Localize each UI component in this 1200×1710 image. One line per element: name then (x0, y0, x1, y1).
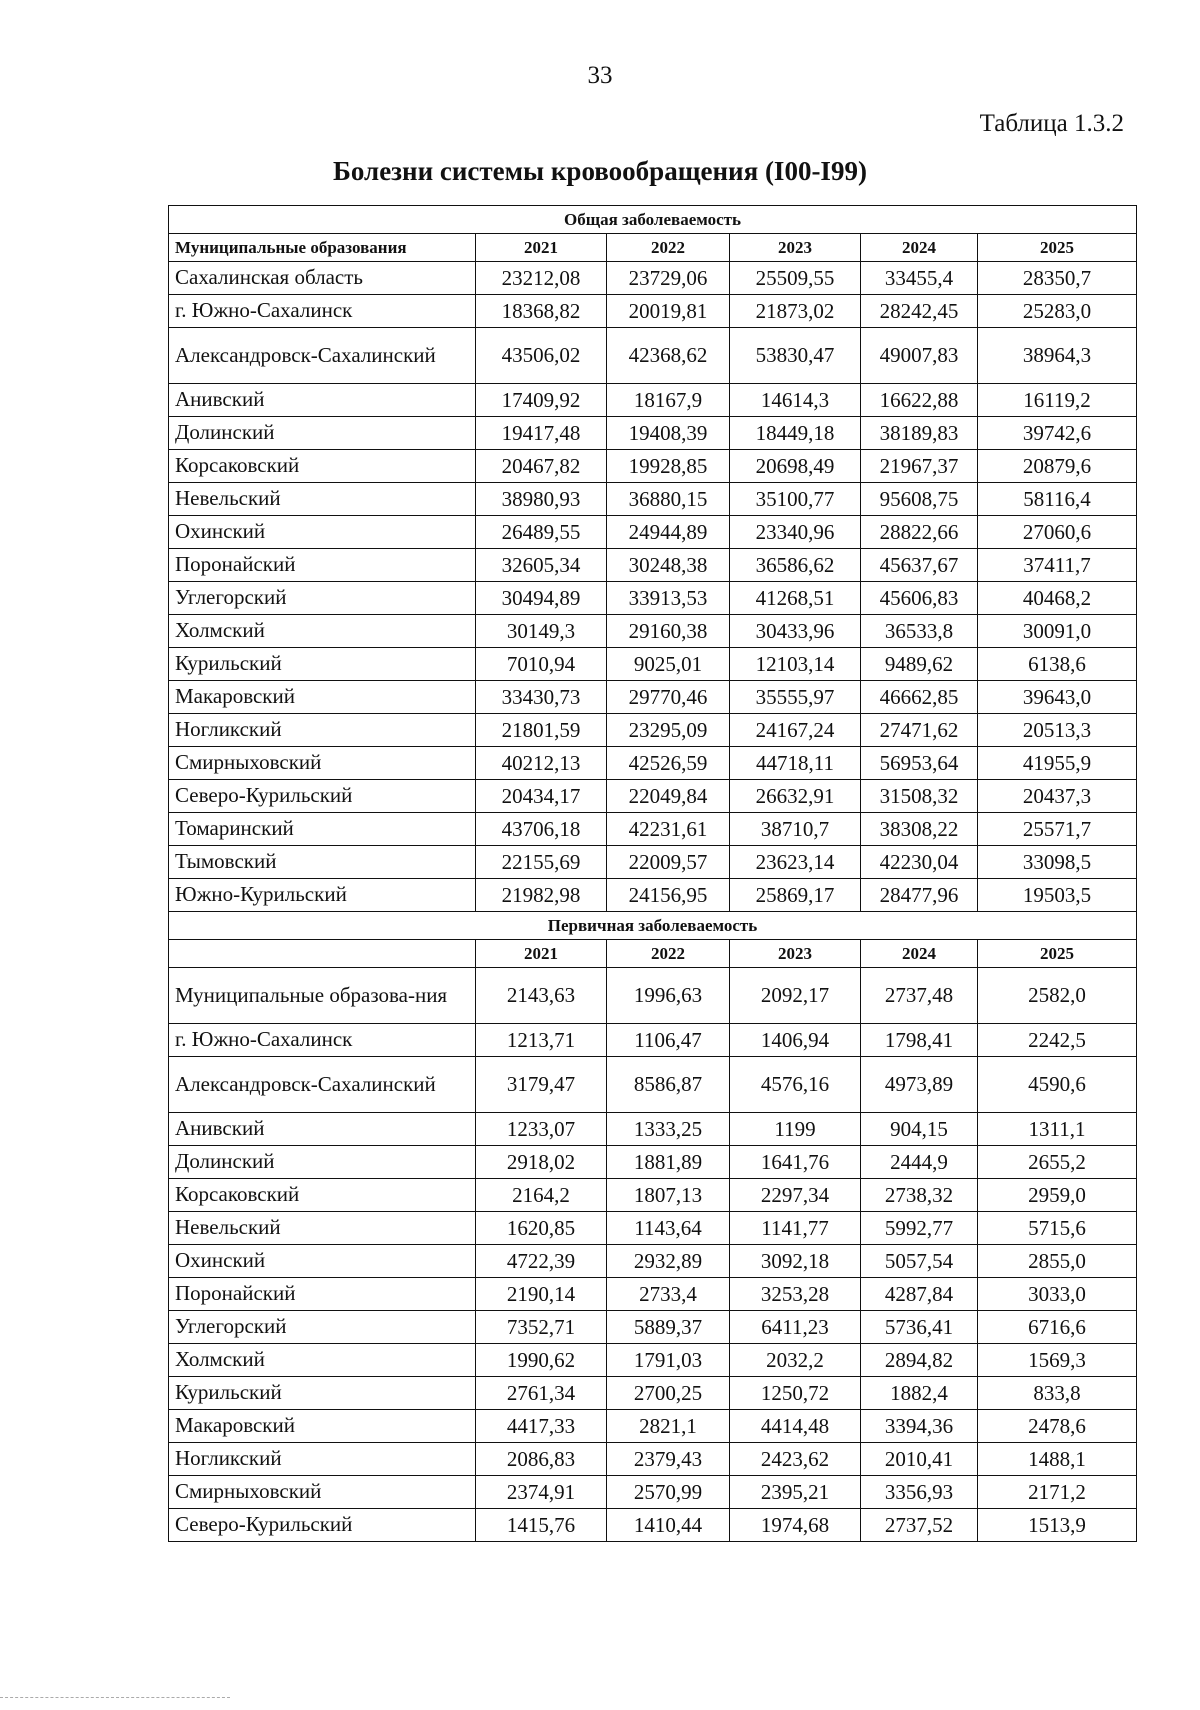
value-cell: 24167,24 (730, 714, 861, 747)
value-cell: 28350,7 (978, 262, 1137, 295)
value-cell: 1333,25 (607, 1113, 730, 1146)
value-cell: 6411,23 (730, 1311, 861, 1344)
value-cell: 28242,45 (861, 295, 978, 328)
value-cell: 2092,17 (730, 968, 861, 1024)
municipality-name: Холмский (169, 1344, 476, 1377)
table-row (169, 262, 1137, 295)
value-cell: 19417,48 (476, 417, 607, 450)
value-cell: 33098,5 (978, 846, 1137, 879)
value-cell: 38980,93 (476, 483, 607, 516)
table-row (169, 968, 1137, 1024)
value-cell: 42230,04 (861, 846, 978, 879)
municipality-name: Макаровский (169, 681, 476, 714)
table-row (169, 483, 1137, 516)
value-cell: 21982,98 (476, 879, 607, 912)
value-cell: 23623,14 (730, 846, 861, 879)
value-cell: 38308,22 (861, 813, 978, 846)
value-cell: 49007,83 (861, 328, 978, 384)
value-cell: 37411,7 (978, 549, 1137, 582)
value-cell: 3253,28 (730, 1278, 861, 1311)
value-cell: 18449,18 (730, 417, 861, 450)
value-cell: 38710,7 (730, 813, 861, 846)
header-municipality: Муниципальные образования (169, 234, 476, 262)
value-cell: 22155,69 (476, 846, 607, 879)
municipality-name: Корсаковский (169, 1179, 476, 1212)
header-year: 2025 (978, 940, 1137, 968)
value-cell: 25283,0 (978, 295, 1137, 328)
value-cell: 1141,77 (730, 1212, 861, 1245)
value-cell: 32605,34 (476, 549, 607, 582)
value-cell: 1882,4 (861, 1377, 978, 1410)
value-cell: 2570,99 (607, 1476, 730, 1509)
table-row (169, 549, 1137, 582)
value-cell: 53830,47 (730, 328, 861, 384)
value-cell: 1106,47 (607, 1024, 730, 1057)
table-row (169, 681, 1137, 714)
value-cell: 1488,1 (978, 1443, 1137, 1476)
municipality-name: Невельский (169, 483, 476, 516)
value-cell: 23340,96 (730, 516, 861, 549)
value-cell: 23295,09 (607, 714, 730, 747)
header-year: 2024 (861, 234, 978, 262)
table-row (169, 582, 1137, 615)
value-cell: 36586,62 (730, 549, 861, 582)
value-cell: 2582,0 (978, 968, 1137, 1024)
value-cell: 2700,25 (607, 1377, 730, 1410)
value-cell: 21967,37 (861, 450, 978, 483)
value-cell: 4414,48 (730, 1410, 861, 1443)
municipality-name: Смирныховский (169, 1476, 476, 1509)
section-caption: Общая заболеваемость (169, 206, 1137, 234)
value-cell: 56953,64 (861, 747, 978, 780)
table-row (169, 1443, 1137, 1476)
municipality-name: г. Южно-Сахалинск (169, 1024, 476, 1057)
header-row (169, 234, 1137, 262)
value-cell: 25571,7 (978, 813, 1137, 846)
value-cell: 25509,55 (730, 262, 861, 295)
header-year: 2024 (861, 940, 978, 968)
value-cell: 43506,02 (476, 328, 607, 384)
value-cell: 20698,49 (730, 450, 861, 483)
value-cell: 36880,15 (607, 483, 730, 516)
value-cell: 2395,21 (730, 1476, 861, 1509)
value-cell: 30494,89 (476, 582, 607, 615)
section-caption-row (169, 912, 1137, 940)
value-cell: 2655,2 (978, 1146, 1137, 1179)
value-cell: 20434,17 (476, 780, 607, 813)
municipality-name: Поронайский (169, 1278, 476, 1311)
value-cell: 1990,62 (476, 1344, 607, 1377)
table-label: Таблица 1.3.2 (979, 110, 1124, 137)
header-year: 2023 (730, 234, 861, 262)
value-cell: 2855,0 (978, 1245, 1137, 1278)
value-cell: 1250,72 (730, 1377, 861, 1410)
value-cell: 5736,41 (861, 1311, 978, 1344)
value-cell: 31508,32 (861, 780, 978, 813)
value-cell: 1641,76 (730, 1146, 861, 1179)
value-cell: 22009,57 (607, 846, 730, 879)
value-cell: 1569,3 (978, 1344, 1137, 1377)
value-cell: 16622,88 (861, 384, 978, 417)
value-cell: 3092,18 (730, 1245, 861, 1278)
value-cell: 2297,34 (730, 1179, 861, 1212)
municipality-name: Северо-Курильский (169, 1509, 476, 1542)
value-cell: 1143,64 (607, 1212, 730, 1245)
value-cell: 4973,89 (861, 1057, 978, 1113)
value-cell: 17409,92 (476, 384, 607, 417)
value-cell: 2894,82 (861, 1344, 978, 1377)
value-cell: 6138,6 (978, 648, 1137, 681)
value-cell: 833,8 (978, 1377, 1137, 1410)
value-cell: 9025,01 (607, 648, 730, 681)
value-cell: 23212,08 (476, 262, 607, 295)
value-cell: 1410,44 (607, 1509, 730, 1542)
value-cell: 39643,0 (978, 681, 1137, 714)
value-cell: 45606,83 (861, 582, 978, 615)
value-cell: 33455,4 (861, 262, 978, 295)
table-row (169, 714, 1137, 747)
table-row (169, 813, 1137, 846)
page-number: 33 (587, 62, 613, 89)
value-cell: 39742,6 (978, 417, 1137, 450)
table-row (169, 1146, 1137, 1179)
table-row (169, 1113, 1137, 1146)
value-cell: 24156,95 (607, 879, 730, 912)
municipality-name: Долинский (169, 1146, 476, 1179)
value-cell: 18368,82 (476, 295, 607, 328)
value-cell: 19503,5 (978, 879, 1137, 912)
municipality-name: Анивский (169, 1113, 476, 1146)
table-row (169, 1311, 1137, 1344)
value-cell: 20467,82 (476, 450, 607, 483)
value-cell: 4576,16 (730, 1057, 861, 1113)
value-cell: 2733,4 (607, 1278, 730, 1311)
table-row (169, 1024, 1137, 1057)
value-cell: 5057,54 (861, 1245, 978, 1278)
municipality-name: Сахалинская область (169, 262, 476, 295)
value-cell: 2932,89 (607, 1245, 730, 1278)
value-cell: 3179,47 (476, 1057, 607, 1113)
value-cell: 2032,2 (730, 1344, 861, 1377)
header-municipality (169, 940, 476, 968)
value-cell: 2143,63 (476, 968, 607, 1024)
value-cell: 20437,3 (978, 780, 1137, 813)
value-cell: 22049,84 (607, 780, 730, 813)
value-cell: 1213,71 (476, 1024, 607, 1057)
municipality-name: Александровск-Сахалинский (169, 1057, 476, 1113)
value-cell: 30149,3 (476, 615, 607, 648)
table-row (169, 295, 1137, 328)
section-caption: Первичная заболеваемость (169, 912, 1137, 940)
value-cell: 41268,51 (730, 582, 861, 615)
table-row (169, 1212, 1137, 1245)
value-cell: 27471,62 (861, 714, 978, 747)
municipality-name: Северо-Курильский (169, 780, 476, 813)
value-cell: 2959,0 (978, 1179, 1137, 1212)
value-cell: 2918,02 (476, 1146, 607, 1179)
header-year: 2021 (476, 940, 607, 968)
value-cell: 1513,9 (978, 1509, 1137, 1542)
value-cell: 16119,2 (978, 384, 1137, 417)
value-cell: 14614,3 (730, 384, 861, 417)
municipality-name: Курильский (169, 1377, 476, 1410)
value-cell: 35555,97 (730, 681, 861, 714)
value-cell: 2379,43 (607, 1443, 730, 1476)
table-row (169, 1057, 1137, 1113)
municipality-name: Анивский (169, 384, 476, 417)
value-cell: 18167,9 (607, 384, 730, 417)
table-row (169, 1344, 1137, 1377)
value-cell: 58116,4 (978, 483, 1137, 516)
municipality-name: Холмский (169, 615, 476, 648)
municipality-name: Тымовский (169, 846, 476, 879)
header-year: 2022 (607, 234, 730, 262)
table-body (169, 206, 1137, 1542)
document-title: Болезни системы кровообращения (I00-I99) (333, 156, 867, 186)
value-cell: 2738,32 (861, 1179, 978, 1212)
value-cell: 30248,38 (607, 549, 730, 582)
scan-artifact-line (0, 1697, 230, 1698)
value-cell: 2821,1 (607, 1410, 730, 1443)
value-cell: 5992,77 (861, 1212, 978, 1245)
table-row (169, 516, 1137, 549)
value-cell: 5715,6 (978, 1212, 1137, 1245)
table-row (169, 1245, 1137, 1278)
table-row (169, 417, 1137, 450)
value-cell: 20019,81 (607, 295, 730, 328)
value-cell: 23729,06 (607, 262, 730, 295)
municipality-name: Поронайский (169, 549, 476, 582)
municipality-name: Южно-Курильский (169, 879, 476, 912)
value-cell: 6716,6 (978, 1311, 1137, 1344)
municipality-name: Охинский (169, 1245, 476, 1278)
value-cell: 45637,67 (861, 549, 978, 582)
value-cell: 20513,3 (978, 714, 1137, 747)
value-cell: 20879,6 (978, 450, 1137, 483)
value-cell: 4722,39 (476, 1245, 607, 1278)
value-cell: 40468,2 (978, 582, 1137, 615)
value-cell: 38964,3 (978, 328, 1137, 384)
section-caption-row (169, 206, 1137, 234)
value-cell: 1311,1 (978, 1113, 1137, 1146)
value-cell: 30091,0 (978, 615, 1137, 648)
table-row (169, 328, 1137, 384)
value-cell: 95608,75 (861, 483, 978, 516)
value-cell: 42231,61 (607, 813, 730, 846)
table-row (169, 1278, 1137, 1311)
value-cell: 1791,03 (607, 1344, 730, 1377)
value-cell: 25869,17 (730, 879, 861, 912)
value-cell: 1881,89 (607, 1146, 730, 1179)
table-row (169, 615, 1137, 648)
value-cell: 42368,62 (607, 328, 730, 384)
value-cell: 3394,36 (861, 1410, 978, 1443)
value-cell: 35100,77 (730, 483, 861, 516)
value-cell: 2164,2 (476, 1179, 607, 1212)
municipality-name: Александровск-Сахалинский (169, 328, 476, 384)
table-row (169, 747, 1137, 780)
municipality-name: Охинский (169, 516, 476, 549)
header-year: 2022 (607, 940, 730, 968)
value-cell: 26632,91 (730, 780, 861, 813)
table-row (169, 648, 1137, 681)
table-row (169, 384, 1137, 417)
value-cell: 29160,38 (607, 615, 730, 648)
value-cell: 1996,63 (607, 968, 730, 1024)
value-cell: 2171,2 (978, 1476, 1137, 1509)
value-cell: 29770,46 (607, 681, 730, 714)
value-cell: 1974,68 (730, 1509, 861, 1542)
header-row (169, 940, 1137, 968)
value-cell: 44718,11 (730, 747, 861, 780)
value-cell: 30433,96 (730, 615, 861, 648)
value-cell: 7010,94 (476, 648, 607, 681)
value-cell: 46662,85 (861, 681, 978, 714)
value-cell: 12103,14 (730, 648, 861, 681)
value-cell: 33913,53 (607, 582, 730, 615)
value-cell: 9489,62 (861, 648, 978, 681)
value-cell: 1415,76 (476, 1509, 607, 1542)
value-cell: 27060,6 (978, 516, 1137, 549)
municipality-name: Томаринский (169, 813, 476, 846)
municipality-name: Углегорский (169, 582, 476, 615)
table-row (169, 846, 1137, 879)
value-cell: 28822,66 (861, 516, 978, 549)
value-cell: 904,15 (861, 1113, 978, 1146)
municipality-name: Муниципальные образова-ния (169, 968, 476, 1024)
municipality-name: Ногликский (169, 714, 476, 747)
morbidity-table (168, 205, 1137, 1542)
table-row (169, 1179, 1137, 1212)
table-row (169, 879, 1137, 912)
value-cell: 2737,48 (861, 968, 978, 1024)
table-row (169, 450, 1137, 483)
municipality-name: Долинский (169, 417, 476, 450)
value-cell: 36533,8 (861, 615, 978, 648)
value-cell: 2761,34 (476, 1377, 607, 1410)
header-year: 2023 (730, 940, 861, 968)
value-cell: 24944,89 (607, 516, 730, 549)
value-cell: 2374,91 (476, 1476, 607, 1509)
municipality-name: Курильский (169, 648, 476, 681)
value-cell: 1798,41 (861, 1024, 978, 1057)
value-cell: 2423,62 (730, 1443, 861, 1476)
table-row (169, 1377, 1137, 1410)
value-cell: 42526,59 (607, 747, 730, 780)
municipality-name: Смирныховский (169, 747, 476, 780)
value-cell: 21873,02 (730, 295, 861, 328)
value-cell: 33430,73 (476, 681, 607, 714)
table-row (169, 1509, 1137, 1542)
value-cell: 4287,84 (861, 1278, 978, 1311)
value-cell: 19928,85 (607, 450, 730, 483)
value-cell: 3033,0 (978, 1278, 1137, 1311)
value-cell: 19408,39 (607, 417, 730, 450)
value-cell: 2444,9 (861, 1146, 978, 1179)
value-cell: 1807,13 (607, 1179, 730, 1212)
value-cell: 2010,41 (861, 1443, 978, 1476)
value-cell: 28477,96 (861, 879, 978, 912)
value-cell: 2242,5 (978, 1024, 1137, 1057)
value-cell: 40212,13 (476, 747, 607, 780)
table-row (169, 1410, 1137, 1443)
value-cell: 41955,9 (978, 747, 1137, 780)
value-cell: 43706,18 (476, 813, 607, 846)
value-cell: 7352,71 (476, 1311, 607, 1344)
value-cell: 1199 (730, 1113, 861, 1146)
municipality-name: Ногликский (169, 1443, 476, 1476)
value-cell: 8586,87 (607, 1057, 730, 1113)
value-cell: 2737,52 (861, 1509, 978, 1542)
value-cell: 1620,85 (476, 1212, 607, 1245)
value-cell: 1406,94 (730, 1024, 861, 1057)
value-cell: 26489,55 (476, 516, 607, 549)
value-cell: 4590,6 (978, 1057, 1137, 1113)
value-cell: 2086,83 (476, 1443, 607, 1476)
header-year: 2021 (476, 234, 607, 262)
value-cell: 2190,14 (476, 1278, 607, 1311)
municipality-name: г. Южно-Сахалинск (169, 295, 476, 328)
value-cell: 21801,59 (476, 714, 607, 747)
municipality-name: Корсаковский (169, 450, 476, 483)
value-cell: 38189,83 (861, 417, 978, 450)
header-year: 2025 (978, 234, 1137, 262)
municipality-name: Макаровский (169, 1410, 476, 1443)
value-cell: 5889,37 (607, 1311, 730, 1344)
value-cell: 2478,6 (978, 1410, 1137, 1443)
value-cell: 1233,07 (476, 1113, 607, 1146)
value-cell: 3356,93 (861, 1476, 978, 1509)
table-row (169, 780, 1137, 813)
value-cell: 4417,33 (476, 1410, 607, 1443)
municipality-name: Углегорский (169, 1311, 476, 1344)
municipality-name: Невельский (169, 1212, 476, 1245)
table-row (169, 1476, 1137, 1509)
